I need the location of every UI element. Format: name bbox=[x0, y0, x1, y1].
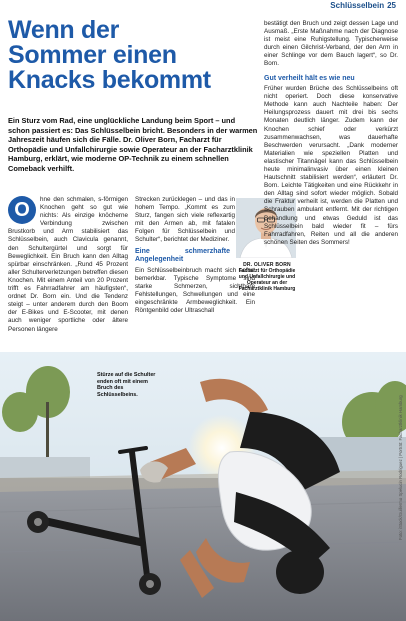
headline-line-3: Knacks bekommt bbox=[8, 66, 211, 94]
page-number: 25 bbox=[387, 1, 396, 10]
column-1 bbox=[8, 196, 128, 334]
headline-line-2: Sommer einen bbox=[8, 41, 177, 69]
column-1-text: hne den schmalen, s-förmigen Knochen geht so gut wie nichts: Als einzige knöcherne Verbindung zwischen Brustkorb und Arm stabilisiert das Schlüsselbein, auch Clavicula genannt, den Schultergürtel und sorgt für Beweglichkeit. Ein Bruch kann den Alltag spürbar einschränken. „Rund 45 Prozent aller Schulterverletzungen betreffen diesen Knochen. Mit einem Anteil von 20 Prozent trifft es Fahrradfahrer am häufigsten“, ordnet Dr. Born ein. Und die Tendenz steigt – unter anderem durch den Boom der E-Bikes und E-Scooter, mit denen auch weniger sportliche oder ältere Personen längere bbox=[8, 196, 128, 333]
portrait-name: DR. OLIVER BORN bbox=[243, 262, 291, 268]
column-2-text: Strecken zurücklegen – und das in hohem Tempo. „Kommt es zum Sturz, fangen sich viele reflexartig mit den Armen ab, mit fatalen Folgen für Schlüsselbein und Schulter“, berichtet der Mediziner. bbox=[135, 196, 235, 244]
column-3-text: bestätigt den Bruch und zeigt dessen Lage und Ausmaß. „Erste Maßnahme nach der Diagnose ist meist eine Ruhigstellung. Typischerweise durch einen Gilchrist-Verband, der den Arm in einer Schlinge vor dem Bauch lagert“, so Dr. Born. bbox=[264, 20, 398, 68]
portrait-caption bbox=[234, 262, 300, 292]
column-2-text-2: Ein Schlüsselbeinbruch macht sich sofort bemerkbar. Typische Symptome sind starke Schmerzen, sichtbare Fehlstellungen, Schwellungen und eine eingeschränkte Armbeweglichkeit. Ein Röntgenbild oder Ultraschall bbox=[135, 266, 255, 315]
photo-credit: Foto: iStock/Guillermo Spelucin Rodriguez | Porträt: Facharztklinik Hamburg bbox=[398, 395, 403, 540]
running-header bbox=[0, 0, 406, 14]
section-title: Schlüsselbein bbox=[330, 1, 385, 10]
dropcap: O bbox=[8, 196, 36, 224]
column-3-text-2: Früher wurden Brüche des Schlüsselbeins oft nicht operiert. Doch diese konservative Methode kann auch Nachteile haben: Der Heilungsprozess dauert mit drei bis sechs Monaten deutlich länger. Zudem kann der Knochen schief oder verkürzt zusammenwachsen, was dauerhafte Beschwerden verursacht. „Dank moderner Materialien wie speziellen Platten und elastischer Titannägel kann das Schlüsselbein heute minimalinvasiv über einen kleinen Hautschnitt stabilisiert werden“, erläutert Dr. Born. Leichte Tätigkeiten und eine Rückkehr in den Alltag sind sofort wieder möglich. Sobald die Fraktur verheilt ist, werden die Platten und Schrauben ambulant entfernt. Mit der richtigen Behandlung und etwas Geduld ist das Schlüsselbein bald wieder fit – fürs Fahrradfahren, Reiten und all die anderen schönen Seiten des Sommers! bbox=[264, 85, 398, 246]
hero-photo bbox=[0, 352, 406, 621]
section-label bbox=[330, 1, 396, 10]
fall-scene-illustration bbox=[0, 352, 406, 621]
photo-caption: Stürze auf die Schulter enden oft mit einem Bruch des Schlüsselbeins. bbox=[97, 372, 156, 398]
intro-paragraph bbox=[8, 196, 128, 334]
headline-line-1: Wenn der bbox=[8, 16, 120, 44]
lead-paragraph: Ein Sturz vom Rad, eine unglückliche Landung beim Sport – und schon passiert es: Das Schlüsselbein bricht. Besonders in der warmen Jahreszeit häufen sich die Fälle. Dr. Oliver Born, Facharzt für Orthopädie und Unfallchirurgie sowie Operateur an der Facharztklinik Hamburg, erklärt, wie moderne OP-Technik zu einem schnellen Comeback verhilft. bbox=[8, 116, 258, 173]
portrait-role: Facharzt für Orthopädie und Unfallchirurgie und Operateur an der Facharztklinik Hamburg bbox=[238, 268, 296, 292]
subhead-healing: Gut verheilt hält es wie neu bbox=[264, 74, 355, 82]
column-3 bbox=[264, 20, 398, 247]
subhead-symptoms: Eine schmerzhafte Angelegenheit bbox=[135, 247, 230, 264]
headline bbox=[8, 18, 256, 93]
